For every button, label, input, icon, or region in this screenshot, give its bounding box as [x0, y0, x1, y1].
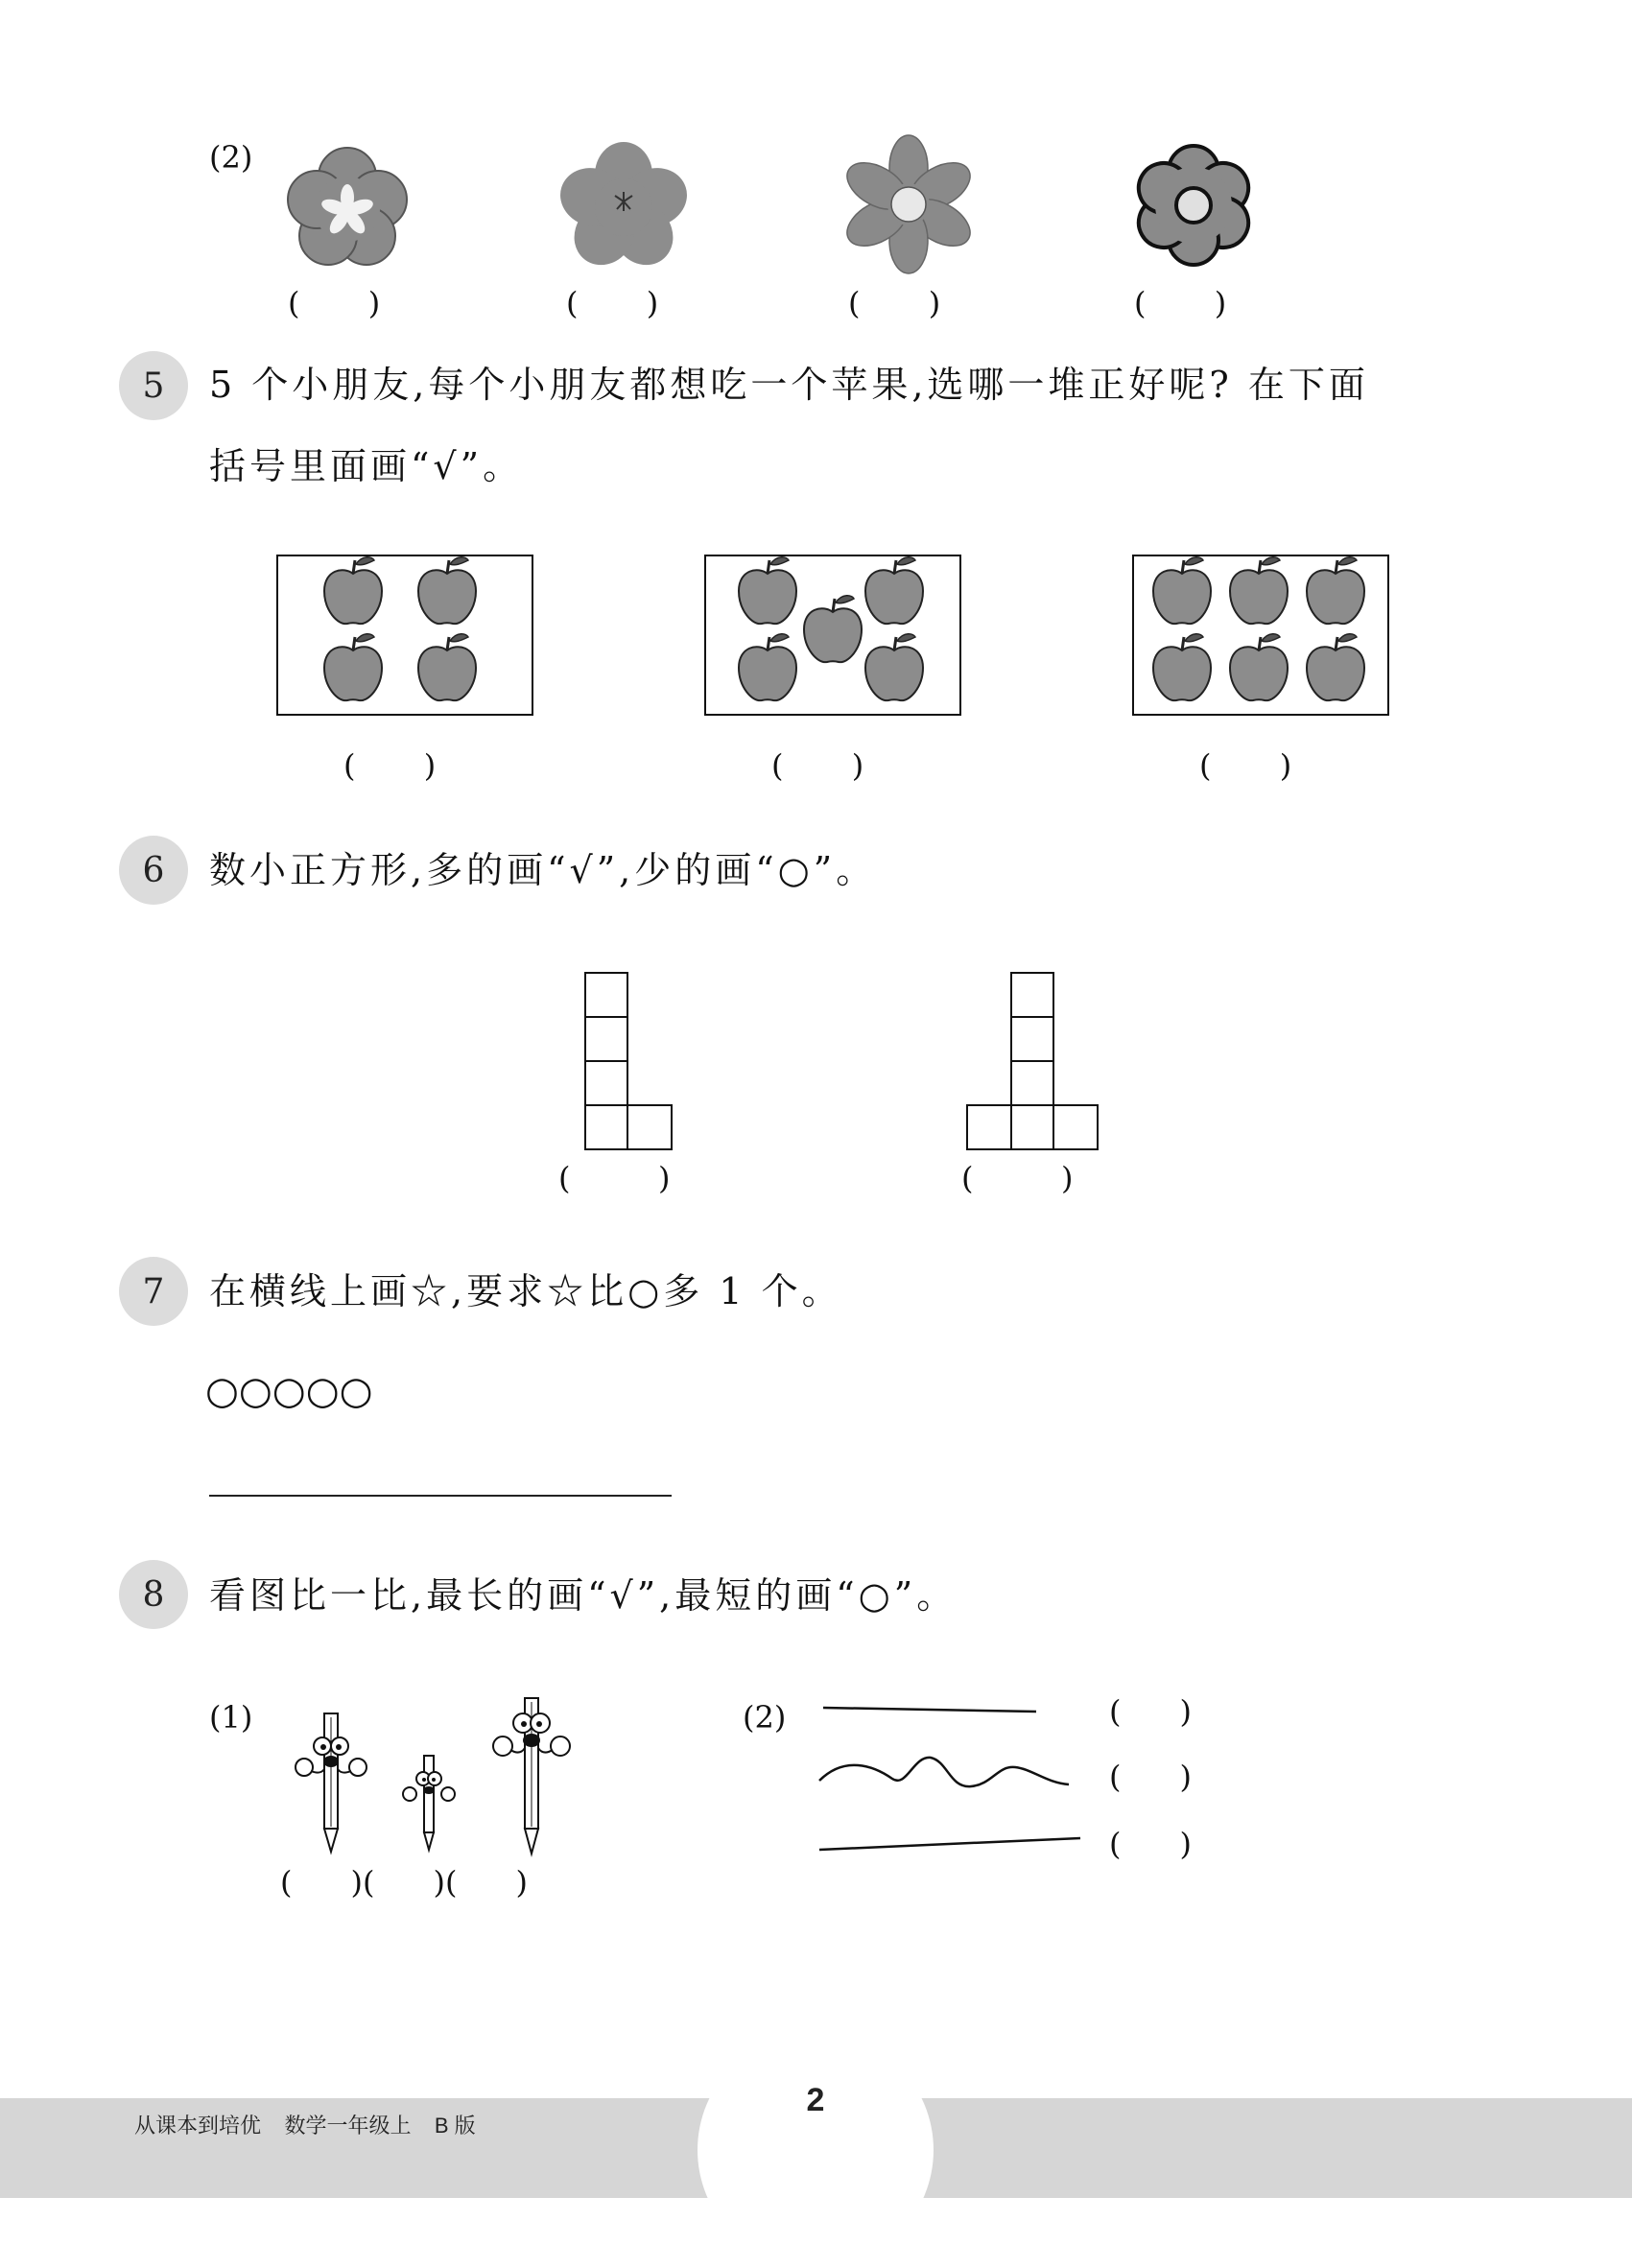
apple: [418, 557, 476, 624]
apple: [324, 634, 382, 700]
pencil-blanks[interactable]: ( )( )( ): [280, 1864, 528, 1901]
apple: [324, 557, 382, 624]
apple: [418, 634, 476, 700]
pencil-medium: [288, 1708, 374, 1861]
apple: [1307, 557, 1364, 624]
part-1-label: (1): [209, 1699, 253, 1736]
straight-line-long: [819, 1838, 1080, 1850]
question-5-text-line1: 5 个小朋友,每个小朋友都想吃一个苹果,选哪一堆正好呢? 在下面: [209, 364, 1369, 406]
question-7-number: 7: [119, 1257, 188, 1326]
page-number: 2: [806, 2082, 825, 2118]
flower-2-blank[interactable]: ( ): [566, 285, 659, 321]
apple: [1153, 634, 1211, 700]
question-5-text-line2: 括号里面画“√”。: [209, 445, 524, 487]
line-3-blank[interactable]: ( ): [1109, 1826, 1192, 1862]
star-answer-line[interactable]: [209, 1495, 672, 1497]
apple-box-4-blank[interactable]: ( ): [343, 747, 437, 784]
pencil-short: [395, 1752, 462, 1857]
apple: [1153, 557, 1211, 624]
square-figure-2-blank[interactable]: ( ): [961, 1160, 1074, 1196]
apple-box-6-blank[interactable]: ( ): [1199, 747, 1292, 784]
part-2-label: (2): [209, 139, 253, 176]
wavy-line: [819, 1758, 1069, 1786]
square-figure-1-blank[interactable]: ( ): [558, 1160, 671, 1196]
question-6-number: 6: [119, 836, 188, 905]
apple: [739, 634, 796, 700]
question-7-text: 在横线上画☆,要求☆比○多 1 个。: [209, 1270, 842, 1312]
flower-4-blank[interactable]: ( ): [1134, 285, 1227, 321]
question-8-number: 8: [119, 1560, 188, 1629]
line-1-blank[interactable]: ( ): [1109, 1693, 1192, 1730]
question-5-number: 5: [119, 351, 188, 420]
apple: [1230, 557, 1288, 624]
flower-1-blank[interactable]: ( ): [288, 285, 381, 321]
apple-box-5-blank[interactable]: ( ): [771, 747, 864, 784]
apple: [804, 596, 862, 662]
square-figure-1: [583, 971, 675, 1153]
circle-row: ○○○○○: [205, 1369, 373, 1413]
question-8-text: 看图比一比,最长的画“√”,最短的画“○”。: [209, 1574, 958, 1617]
apple: [865, 557, 923, 624]
line-comparison: [806, 1689, 1094, 1861]
part-2-lines-label: (2): [743, 1699, 787, 1736]
square-figure-2: [965, 971, 1100, 1153]
question-6-text: 数小正方形,多的画“√”,少的画“○”。: [209, 849, 877, 891]
footer-page-cap: [698, 2032, 934, 2268]
apple: [865, 634, 923, 700]
line-2-blank[interactable]: ( ): [1109, 1759, 1192, 1795]
footer-book-title: 从课本到培优 数学一年级上 B 版: [134, 2114, 476, 2138]
straight-line-medium: [823, 1708, 1036, 1712]
apple: [739, 557, 796, 624]
flower-3-blank[interactable]: ( ): [848, 285, 941, 321]
apple-layer: [0, 0, 1632, 768]
apple: [1230, 634, 1288, 700]
apple: [1307, 634, 1364, 700]
pencil-long: [485, 1694, 578, 1863]
